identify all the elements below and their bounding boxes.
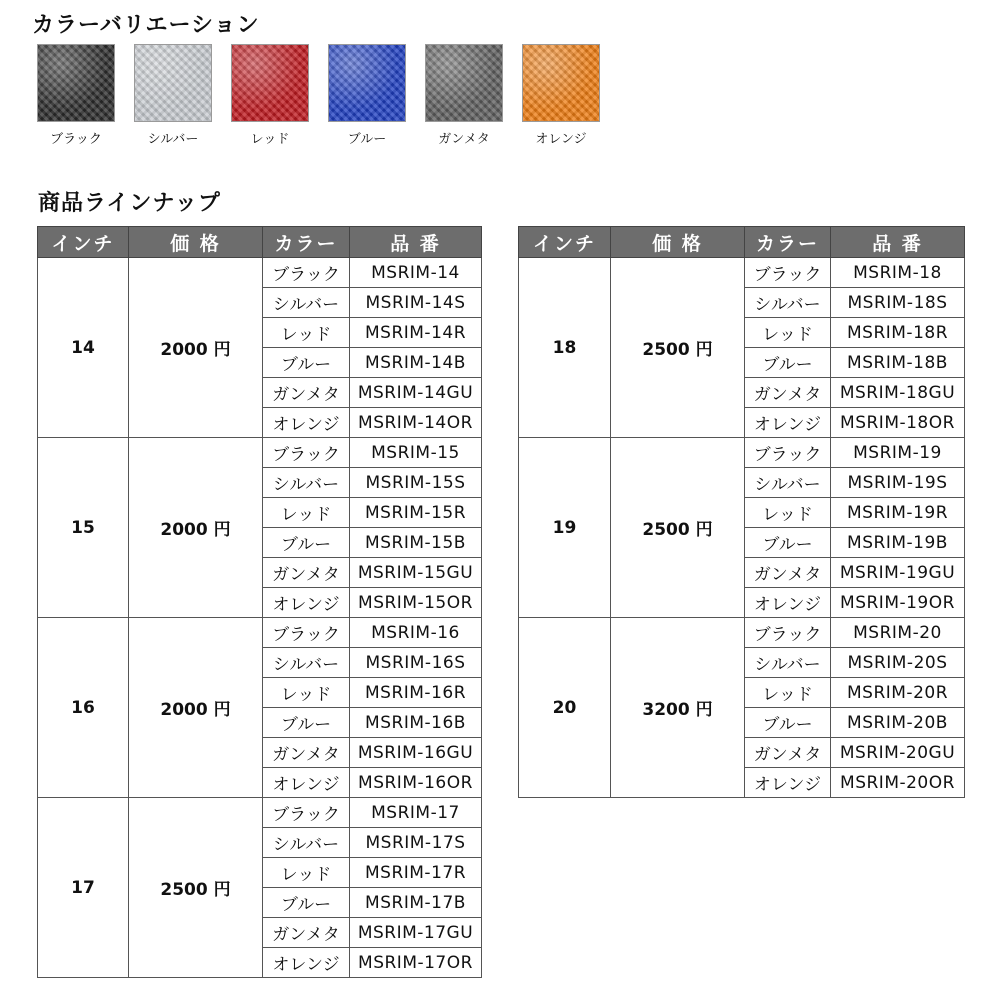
product-code-cell: MSRIM-15 bbox=[350, 438, 482, 468]
color-cell: ブラック bbox=[263, 258, 350, 288]
color-cell: シルバー bbox=[263, 648, 350, 678]
color-cell: ブラック bbox=[745, 258, 831, 288]
header-code: 品 番 bbox=[350, 227, 482, 258]
header-inch: インチ bbox=[38, 227, 129, 258]
color-cell: レッド bbox=[745, 678, 831, 708]
product-code-cell: MSRIM-16R bbox=[350, 678, 482, 708]
color-swatch bbox=[231, 44, 309, 122]
color-swatch bbox=[522, 44, 600, 122]
header-price: 価 格 bbox=[611, 227, 745, 258]
table-row bbox=[519, 438, 965, 468]
product-code-cell: MSRIM-18B bbox=[831, 348, 965, 378]
color-swatch bbox=[328, 44, 406, 122]
swatch-label: シルバー bbox=[147, 132, 199, 147]
header-color: カラー bbox=[745, 227, 831, 258]
table-row bbox=[38, 618, 482, 648]
product-code-cell: MSRIM-17B bbox=[350, 888, 482, 918]
color-cell: オレンジ bbox=[263, 948, 350, 978]
color-cell: オレンジ bbox=[263, 768, 350, 798]
product-code-cell: MSRIM-18R bbox=[831, 318, 965, 348]
color-cell: ブルー bbox=[263, 348, 350, 378]
color-cell: ブルー bbox=[745, 348, 831, 378]
product-code-cell: MSRIM-16S bbox=[350, 648, 482, 678]
product-code-cell: MSRIM-14GU bbox=[350, 378, 482, 408]
color-cell: ブルー bbox=[745, 708, 831, 738]
inch-cell: 14 bbox=[38, 258, 129, 438]
color-cell: オレンジ bbox=[263, 588, 350, 618]
product-code-cell: MSRIM-19OR bbox=[831, 588, 965, 618]
color-variation-title: カラーバリエーション bbox=[32, 13, 260, 38]
product-code-cell: MSRIM-18S bbox=[831, 288, 965, 318]
color-swatch bbox=[134, 44, 212, 122]
lineup-table-right bbox=[518, 226, 965, 798]
header-inch: インチ bbox=[519, 227, 611, 258]
product-code-cell: MSRIM-14R bbox=[350, 318, 482, 348]
table-row bbox=[519, 258, 965, 288]
color-cell: ガンメタ bbox=[745, 558, 831, 588]
color-cell: ガンメタ bbox=[263, 378, 350, 408]
product-code-cell: MSRIM-15R bbox=[350, 498, 482, 528]
inch-cell: 20 bbox=[519, 618, 611, 798]
swatch-label: レッド bbox=[250, 132, 290, 147]
price-cell: 2000 円 bbox=[129, 438, 263, 618]
inch-cell: 17 bbox=[38, 798, 129, 978]
color-cell: ブラック bbox=[263, 798, 350, 828]
swatch-item bbox=[230, 44, 310, 147]
color-cell: ブラック bbox=[263, 618, 350, 648]
product-code-cell: MSRIM-20 bbox=[831, 618, 965, 648]
product-code-cell: MSRIM-17S bbox=[350, 828, 482, 858]
swatch-label: ガンメタ bbox=[438, 132, 490, 147]
header-code: 品 番 bbox=[831, 227, 965, 258]
color-cell: ブルー bbox=[263, 708, 350, 738]
color-swatch bbox=[425, 44, 503, 122]
lineup-table-left bbox=[37, 226, 482, 978]
price-cell: 2500 円 bbox=[611, 438, 745, 618]
product-code-cell: MSRIM-18 bbox=[831, 258, 965, 288]
swatch-label: ブラック bbox=[50, 132, 102, 147]
price-cell: 2000 円 bbox=[129, 618, 263, 798]
color-cell: ブルー bbox=[263, 528, 350, 558]
color-cell: オレンジ bbox=[745, 768, 831, 798]
product-code-cell: MSRIM-15B bbox=[350, 528, 482, 558]
inch-cell: 16 bbox=[38, 618, 129, 798]
swatch-item bbox=[133, 44, 213, 147]
color-cell: ガンメタ bbox=[745, 738, 831, 768]
color-swatch bbox=[37, 44, 115, 122]
product-code-cell: MSRIM-19R bbox=[831, 498, 965, 528]
color-cell: シルバー bbox=[263, 828, 350, 858]
product-lineup-title: 商品ラインナップ bbox=[38, 191, 221, 216]
swatch-item bbox=[36, 44, 116, 147]
color-cell: シルバー bbox=[263, 468, 350, 498]
color-cell: オレンジ bbox=[745, 408, 831, 438]
product-code-cell: MSRIM-15OR bbox=[350, 588, 482, 618]
inch-cell: 18 bbox=[519, 258, 611, 438]
product-code-cell: MSRIM-20R bbox=[831, 678, 965, 708]
product-code-cell: MSRIM-20S bbox=[831, 648, 965, 678]
color-cell: レッド bbox=[745, 318, 831, 348]
product-code-cell: MSRIM-19 bbox=[831, 438, 965, 468]
product-code-cell: MSRIM-19B bbox=[831, 528, 965, 558]
product-code-cell: MSRIM-16GU bbox=[350, 738, 482, 768]
swatch-item bbox=[424, 44, 504, 147]
product-code-cell: MSRIM-20GU bbox=[831, 738, 965, 768]
product-code-cell: MSRIM-19S bbox=[831, 468, 965, 498]
swatch-item bbox=[521, 44, 601, 147]
color-cell: ブラック bbox=[745, 438, 831, 468]
table-row bbox=[38, 438, 482, 468]
color-cell: オレンジ bbox=[745, 588, 831, 618]
color-cell: ブルー bbox=[263, 888, 350, 918]
color-cell: シルバー bbox=[745, 468, 831, 498]
table-row bbox=[38, 258, 482, 288]
color-cell: シルバー bbox=[745, 288, 831, 318]
product-code-cell: MSRIM-17 bbox=[350, 798, 482, 828]
color-cell: ブラック bbox=[263, 438, 350, 468]
product-code-cell: MSRIM-17GU bbox=[350, 918, 482, 948]
color-cell: オレンジ bbox=[263, 408, 350, 438]
swatch-label: ブルー bbox=[347, 132, 387, 147]
product-code-cell: MSRIM-20OR bbox=[831, 768, 965, 798]
color-cell: シルバー bbox=[745, 648, 831, 678]
color-cell: レッド bbox=[263, 318, 350, 348]
product-code-cell: MSRIM-17OR bbox=[350, 948, 482, 978]
price-cell: 2500 円 bbox=[611, 258, 745, 438]
color-cell: レッド bbox=[263, 858, 350, 888]
color-cell: レッド bbox=[745, 498, 831, 528]
color-cell: ブラック bbox=[745, 618, 831, 648]
header-color: カラー bbox=[263, 227, 350, 258]
price-cell: 2500 円 bbox=[129, 798, 263, 978]
swatch-label: オレンジ bbox=[535, 132, 587, 147]
product-code-cell: MSRIM-20B bbox=[831, 708, 965, 738]
price-cell: 3200 円 bbox=[611, 618, 745, 798]
product-code-cell: MSRIM-17R bbox=[350, 858, 482, 888]
table-row bbox=[38, 798, 482, 828]
product-code-cell: MSRIM-19GU bbox=[831, 558, 965, 588]
color-cell: レッド bbox=[263, 678, 350, 708]
color-cell: ガンメタ bbox=[745, 378, 831, 408]
product-code-cell: MSRIM-18OR bbox=[831, 408, 965, 438]
product-code-cell: MSRIM-14 bbox=[350, 258, 482, 288]
product-code-cell: MSRIM-14B bbox=[350, 348, 482, 378]
inch-cell: 19 bbox=[519, 438, 611, 618]
color-cell: ガンメタ bbox=[263, 918, 350, 948]
product-code-cell: MSRIM-14S bbox=[350, 288, 482, 318]
color-cell: ブルー bbox=[745, 528, 831, 558]
color-cell: シルバー bbox=[263, 288, 350, 318]
product-code-cell: MSRIM-14OR bbox=[350, 408, 482, 438]
product-code-cell: MSRIM-15S bbox=[350, 468, 482, 498]
product-code-cell: MSRIM-16OR bbox=[350, 768, 482, 798]
color-cell: ガンメタ bbox=[263, 558, 350, 588]
color-cell: ガンメタ bbox=[263, 738, 350, 768]
color-cell: レッド bbox=[263, 498, 350, 528]
header-price: 価 格 bbox=[129, 227, 263, 258]
product-code-cell: MSRIM-16B bbox=[350, 708, 482, 738]
product-code-cell: MSRIM-18GU bbox=[831, 378, 965, 408]
product-code-cell: MSRIM-16 bbox=[350, 618, 482, 648]
table-row bbox=[519, 618, 965, 648]
inch-cell: 15 bbox=[38, 438, 129, 618]
product-code-cell: MSRIM-15GU bbox=[350, 558, 482, 588]
price-cell: 2000 円 bbox=[129, 258, 263, 438]
swatch-item bbox=[327, 44, 407, 147]
